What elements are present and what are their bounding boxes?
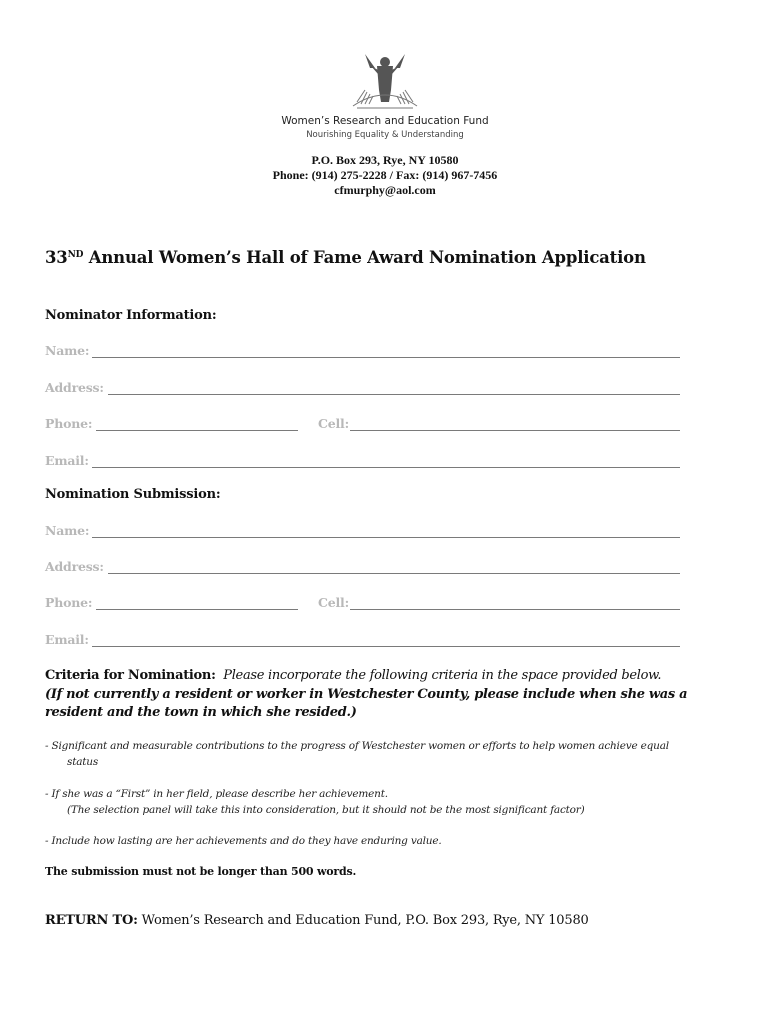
bullet-text: - Significant and measurable contributions to the progress of Westchester women or efforts to help women achieve equal (45, 740, 669, 752)
nominator-email-field[interactable] (92, 467, 680, 468)
criteria-bullet-lasting: - Include how lasting are her achievements and do they have enduring value. (45, 835, 442, 847)
nominator-heading: Nominator Information: (45, 308, 217, 323)
nominee-phone-field[interactable] (96, 609, 298, 610)
org-email: cfmurphy@aol.com (334, 183, 436, 197)
criteria-heading-line (45, 668, 661, 683)
criteria-instruction: Please incorporate the following criteria in the space provided below. (223, 668, 662, 683)
criteria-bullet-first (45, 786, 735, 818)
nominator-address-label: Address: (45, 380, 104, 395)
nominee-address-label: Address: (45, 559, 104, 574)
org-address: P.O. Box 293, Rye, NY 10580 (311, 153, 459, 167)
nominator-phone-field[interactable] (96, 430, 298, 431)
criteria-heading: Criteria for Nomination: (45, 668, 216, 683)
org-name: Women’s Research and Education Fund (281, 115, 489, 127)
nominee-name-label: Name: (45, 523, 90, 538)
nominee-cell-label: Cell: (318, 595, 350, 610)
nominator-cell-field[interactable] (350, 430, 680, 431)
bullet-text: - If she was a “First” in her field, please describe her achievement. (45, 788, 388, 800)
title-number: 33 (45, 248, 68, 267)
org-tagline: Nourishing Equality & Understanding (306, 130, 464, 140)
return-to-label: RETURN TO: (45, 913, 138, 928)
title-text: Annual Women’s Hall of Fame Award Nomination Application (83, 248, 646, 267)
nominator-name-field[interactable] (92, 357, 680, 358)
nominee-email-label: Email: (45, 632, 89, 647)
page-title (45, 248, 646, 267)
nominee-name-field[interactable] (92, 537, 680, 538)
nominee-phone-label: Phone: (45, 595, 93, 610)
criteria-note: (If not currently a resident or worker in Westchester County, please include when she was a resident and the town in which she resided.) (45, 687, 688, 720)
nominator-address-field[interactable] (108, 394, 680, 395)
nominator-phone-label: Phone: (45, 416, 93, 431)
return-to-line (45, 913, 589, 928)
raised-arms-figure-logo-icon (345, 44, 425, 112)
return-to-address: Women’s Research and Education Fund, P.O. Box 293, Rye, NY 10580 (141, 913, 589, 928)
nominee-cell-field[interactable] (350, 609, 680, 610)
nominator-name-label: Name: (45, 343, 90, 358)
word-limit-note: The submission must not be longer than 500 words. (45, 865, 357, 878)
nominee-heading: Nomination Submission: (45, 487, 221, 502)
bullet-text-continued: (The selection panel will take this into consideration, but it should not be the most significant factor) (67, 804, 585, 816)
nominee-address-field[interactable] (108, 573, 680, 574)
title-suffix: ND (67, 250, 84, 260)
nominee-email-field[interactable] (92, 646, 680, 647)
org-phone-fax: Phone: (914) 275-2228 / Fax: (914) 967-7456 (272, 168, 498, 182)
nominator-email-label: Email: (45, 453, 89, 468)
nominator-cell-label: Cell: (318, 416, 350, 431)
criteria-bullet-contributions (45, 738, 735, 770)
bullet-text-continued: status (67, 756, 99, 768)
